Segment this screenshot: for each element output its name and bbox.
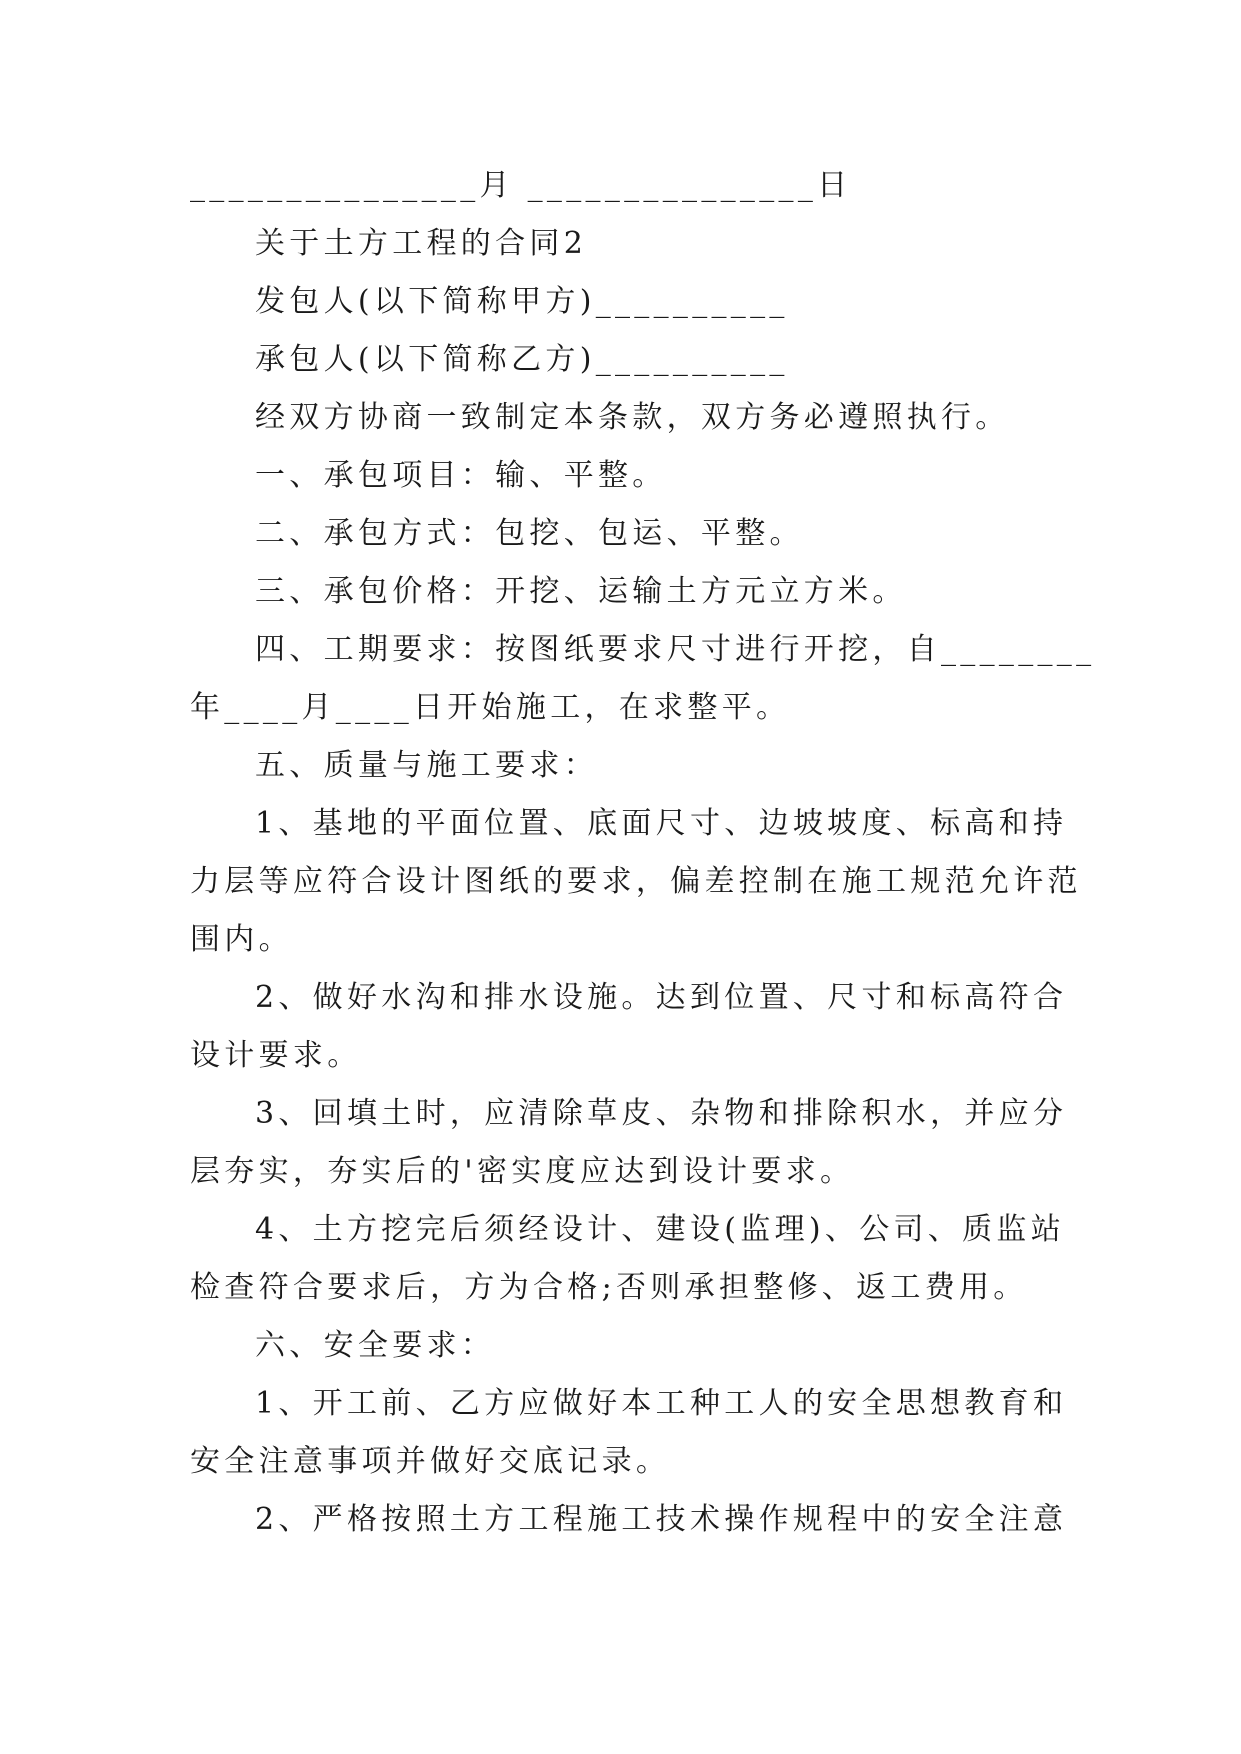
clause-6-item-1: 1、开工前、乙方应做好本工种工人的安全思想教育和 <box>255 1386 1068 1421</box>
clause-5-item-3-cont: 层夯实，夯实后的'密实度应达到设计要求。 <box>190 1154 855 1189</box>
clause-4-schedule: 四、工期要求：按图纸要求尺寸进行开挖，自________ <box>255 632 1096 667</box>
clause-5-item-1-cont: 围内。 <box>190 922 293 957</box>
party-a-line: 发包人(以下简称甲方)__________ <box>255 284 789 319</box>
clause-5-item-4: 4、土方挖完后须经设计、建设(监理)、公司、质监站 <box>255 1212 1065 1247</box>
contract-title: 关于土方工程的合同2 <box>255 226 588 261</box>
clause-6-item-1-cont: 安全注意事项并做好交底记录。 <box>190 1444 671 1479</box>
clause-1-project: 一、承包项目：输、平整。 <box>255 458 667 493</box>
clause-5-heading: 五、质量与施工要求： <box>255 748 598 783</box>
date-line: _______________月 _______________日 <box>190 168 852 203</box>
clause-5-item-2-cont: 设计要求。 <box>190 1038 362 1073</box>
clause-3-price: 三、承包价格：开挖、运输土方元立方米。 <box>255 574 907 609</box>
clause-6-heading: 六、安全要求： <box>255 1328 496 1363</box>
clause-5-item-3: 3、回填土时，应清除草皮、杂物和排除积水，并应分 <box>255 1096 1068 1131</box>
clause-2-method: 二、承包方式：包挖、包运、平整。 <box>255 516 804 551</box>
preamble: 经双方协商一致制定本条款，双方务必遵照执行。 <box>255 400 1010 435</box>
clause-4-schedule-cont: 年____月____日开始施工，在求整平。 <box>190 690 791 725</box>
clause-5-item-2: 2、做好水沟和排水设施。达到位置、尺寸和标高符合 <box>255 980 1068 1015</box>
clause-6-item-2: 2、严格按照土方工程施工技术操作规程中的安全注意 <box>255 1502 1068 1537</box>
clause-5-item-1: 1、基地的平面位置、底面尺寸、边坡坡度、标高和持 <box>255 806 1068 841</box>
clause-5-item-1-cont: 力层等应符合设计图纸的要求，偏差控制在施工规范允许范 <box>190 864 1082 899</box>
clause-5-item-4-cont: 检查符合要求后，方为合格;否则承担整修、返工费用。 <box>190 1270 1028 1305</box>
party-b-line: 承包人(以下简称乙方)__________ <box>255 342 789 377</box>
